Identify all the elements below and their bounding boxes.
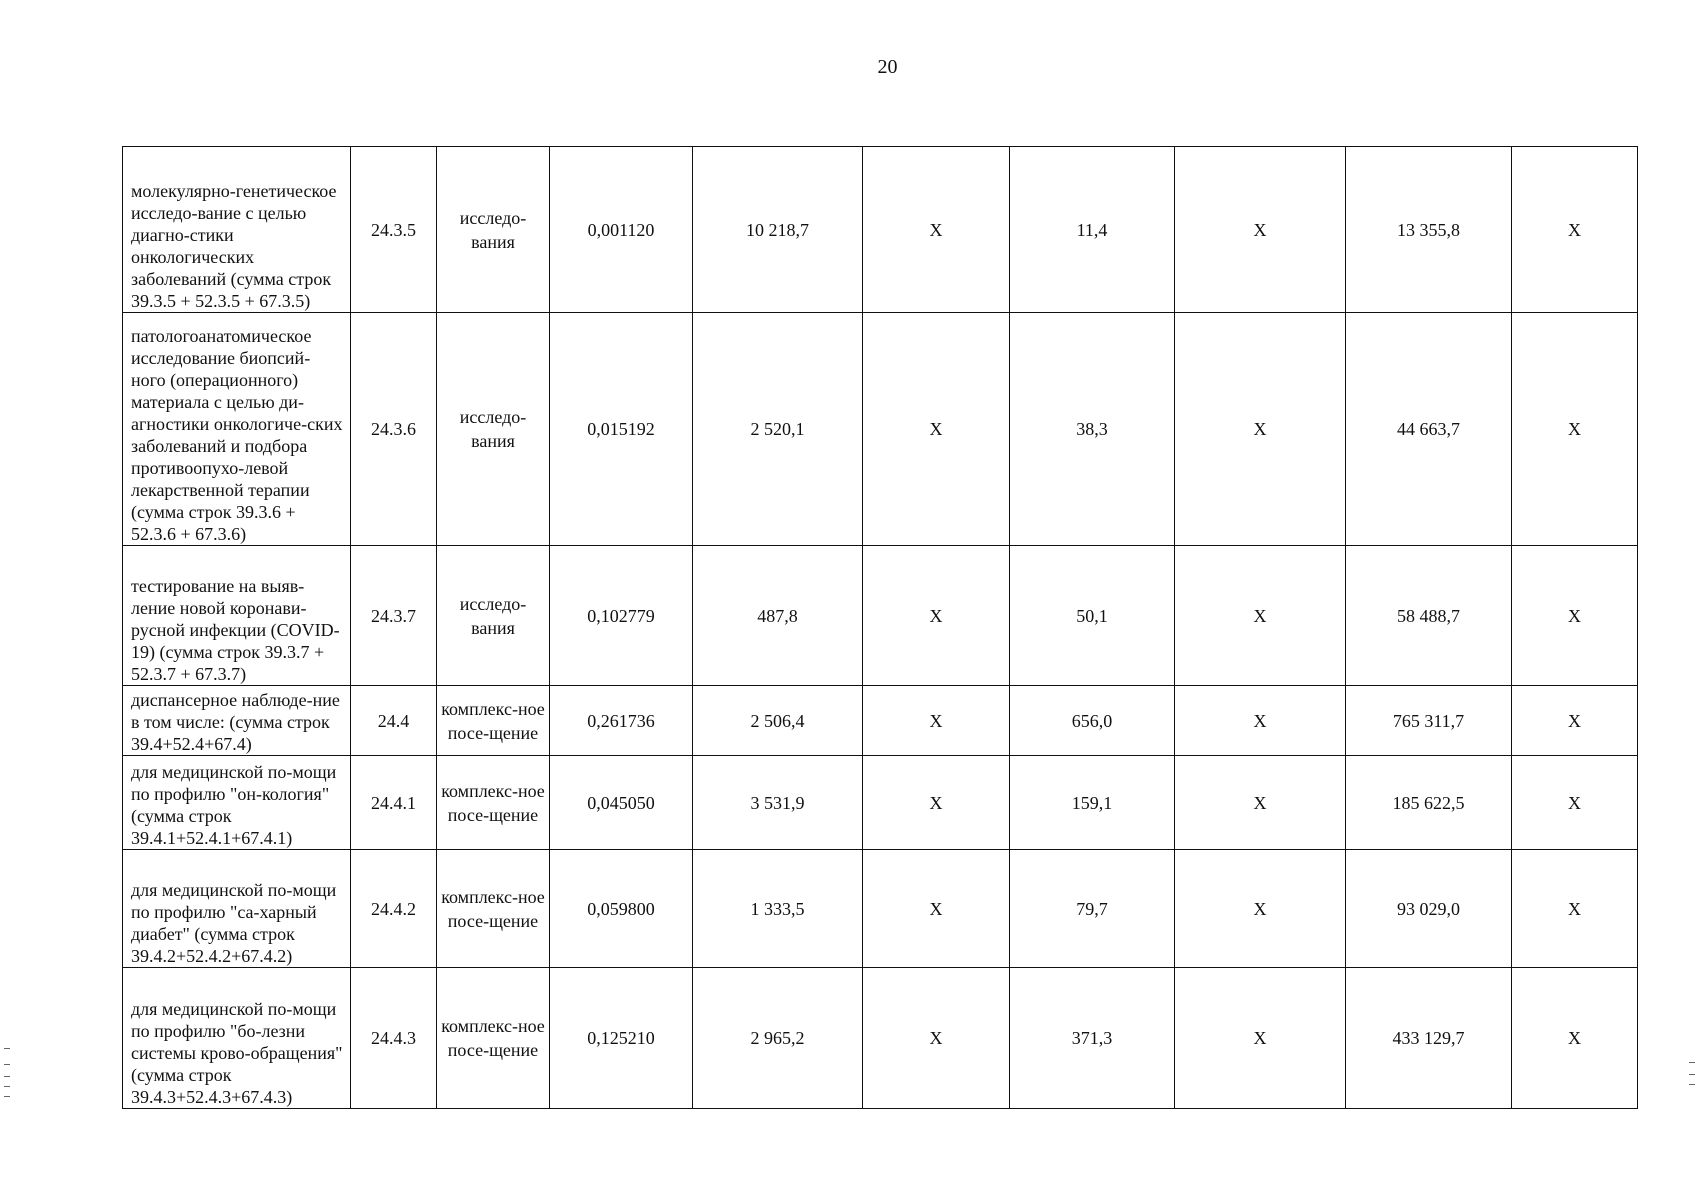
- row-x-mark: X: [863, 686, 1010, 756]
- row-x-mark: X: [1175, 546, 1346, 686]
- row-description: для медицинской по-мощи по профилю "бо-лезни системы крово-обращения" (сумма строк 39.4.3+52.4.3+67.4.3): [123, 968, 351, 1109]
- row-total: 44 663,7: [1346, 313, 1512, 546]
- row-description: для медицинской по-мощи по профилю "он-кология" (сумма строк 39.4.1+52.4.1+67.4.1): [123, 756, 351, 850]
- row-total: 93 029,0: [1346, 850, 1512, 968]
- scan-edge-mark: [4, 1086, 10, 1087]
- row-cost: 1 333,5: [693, 850, 863, 968]
- row-norm: 0,045050: [550, 756, 693, 850]
- row-description: диспансерное наблюде-ние в том числе: (сумма строк 39.4+52.4+67.4): [123, 686, 351, 756]
- table-row: [123, 850, 1638, 968]
- row-x-mark: X: [1512, 546, 1638, 686]
- row-per-capita: 50,1: [1010, 546, 1175, 686]
- row-x-mark: X: [1175, 686, 1346, 756]
- scan-edge-mark: [4, 1096, 10, 1097]
- row-norm: 0,125210: [550, 968, 693, 1109]
- row-total: 58 488,7: [1346, 546, 1512, 686]
- row-x-mark: X: [863, 313, 1010, 546]
- scan-edge-mark: [1689, 1062, 1695, 1063]
- row-cost: 10 218,7: [693, 147, 863, 313]
- row-per-capita: 656,0: [1010, 686, 1175, 756]
- row-unit: исследо-вания: [437, 147, 550, 313]
- row-cost: 3 531,9: [693, 756, 863, 850]
- scan-edge-mark: [4, 1064, 10, 1065]
- row-per-capita: 79,7: [1010, 850, 1175, 968]
- row-norm: 0,102779: [550, 546, 693, 686]
- row-description: для медицинской по-мощи по профилю "са-харный диабет" (сумма строк 39.4.2+52.4.2+67.4.2): [123, 850, 351, 968]
- scan-edge-mark: [1689, 1084, 1695, 1085]
- row-total: 765 311,7: [1346, 686, 1512, 756]
- row-total: 433 129,7: [1346, 968, 1512, 1109]
- row-cost: 2 506,4: [693, 686, 863, 756]
- row-code: 24.3.7: [351, 546, 437, 686]
- row-x-mark: X: [863, 968, 1010, 1109]
- row-x-mark: X: [1512, 968, 1638, 1109]
- row-x-mark: X: [863, 850, 1010, 968]
- row-total: 13 355,8: [1346, 147, 1512, 313]
- row-x-mark: X: [1175, 756, 1346, 850]
- row-code: 24.3.6: [351, 313, 437, 546]
- row-per-capita: 38,3: [1010, 313, 1175, 546]
- row-norm: 0,015192: [550, 313, 693, 546]
- scan-edge-mark: [4, 1076, 10, 1077]
- row-cost: 2 520,1: [693, 313, 863, 546]
- table-row: [123, 313, 1638, 546]
- row-x-mark: X: [1512, 147, 1638, 313]
- table-row: [123, 546, 1638, 686]
- row-unit: комплекс-ное посе-щение: [437, 756, 550, 850]
- scan-edge-mark: [1689, 1074, 1695, 1075]
- row-unit: комплекс-ное посе-щение: [437, 968, 550, 1109]
- row-per-capita: 11,4: [1010, 147, 1175, 313]
- row-x-mark: X: [1512, 313, 1638, 546]
- row-cost: 487,8: [693, 546, 863, 686]
- row-x-mark: X: [1512, 686, 1638, 756]
- table-row: [123, 968, 1638, 1109]
- row-x-mark: X: [1175, 968, 1346, 1109]
- row-x-mark: X: [1175, 147, 1346, 313]
- row-total: 185 622,5: [1346, 756, 1512, 850]
- row-x-mark: X: [863, 546, 1010, 686]
- row-x-mark: X: [1175, 850, 1346, 968]
- row-description: тестирование на выяв-ление новой коронави-русной инфекции (COVID-19) (сумма строк 39.3.7 + 52.3.7 + 67.3.7): [123, 546, 351, 686]
- table-row: [123, 147, 1638, 313]
- page-number: 20: [877, 56, 898, 78]
- row-norm: 0,001120: [550, 147, 693, 313]
- row-per-capita: 371,3: [1010, 968, 1175, 1109]
- row-x-mark: X: [1512, 756, 1638, 850]
- scan-edge-mark: [4, 1048, 10, 1049]
- row-code: 24.3.5: [351, 147, 437, 313]
- row-code: 24.4.1: [351, 756, 437, 850]
- row-code: 24.4.3: [351, 968, 437, 1109]
- row-per-capita: 159,1: [1010, 756, 1175, 850]
- row-unit: исследо-вания: [437, 313, 550, 546]
- row-code: 24.4.2: [351, 850, 437, 968]
- row-x-mark: X: [863, 147, 1010, 313]
- table-row: [123, 756, 1638, 850]
- data-table: [122, 146, 1638, 1109]
- row-norm: 0,059800: [550, 850, 693, 968]
- row-unit: комплекс-ное посе-щение: [437, 850, 550, 968]
- row-x-mark: X: [1175, 313, 1346, 546]
- row-code: 24.4: [351, 686, 437, 756]
- row-description: молекулярно-генетическое исследо-вание с целью диагно-стики онкологических заболеваний (сумма строк 39.3.5 + 52.3.5 + 67.3.5): [123, 147, 351, 313]
- row-x-mark: X: [1512, 850, 1638, 968]
- row-x-mark: X: [863, 756, 1010, 850]
- row-unit: исследо-вания: [437, 546, 550, 686]
- row-norm: 0,261736: [550, 686, 693, 756]
- row-description: патологоанатомическое исследование биопсий-ного (операционного) материала с целью ди-агностики онкологиче-ских заболеваний и подбора противоопухо-левой лекарственной терапии (сумма строк 39.3.6 + 52.3.6 + 67.3.6): [123, 313, 351, 546]
- table-row: [123, 686, 1638, 756]
- row-cost: 2 965,2: [693, 968, 863, 1109]
- row-unit: комплекс-ное посе-щение: [437, 686, 550, 756]
